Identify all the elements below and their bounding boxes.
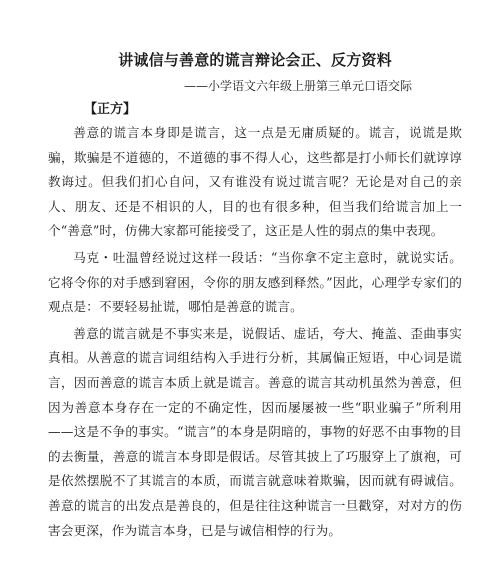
paragraph: 马克・吐温曾经说过这样一段话：“当你拿不定主意时，就说实话。它将令你的对手感到窘困，令你的朋友感到释然。”因此，心理学专家们的观点是：不要轻易扯谎，哪怕是善意的谎言。 <box>48 249 462 315</box>
paragraph: 善意的谎言就是不事实来是，说假话、虚话，夸大、掩盖、歪曲事实真相。从善意的谎言词组结构入手进行分析，其属偏正短语，中心词是谎言，因而善意的谎言本质上就是谎言。善意的谎言其动机虽然为善意，但因为善意本身存在一定的不确定性，因而屡屡被一些“职业骗子”所利用——这是不争的事实。“谎言”的本身是阴暗的，事物的好恶不由事物的目的去衡量，善意的谎言本身即是假话。尽管其披上了巧服穿上了旗袍，可是依然摆脱不了其谎言的本质，而谎言就意味着欺骗，因而就有碍诚信。善意的谎言的出发点是善良的，但是往往这种谎言一旦戳穿，对对方的伤害会更深，作为谎言本身，已是与诚信相悖的行为。 <box>48 325 462 538</box>
document-title: 讲诚信与善意的谎言辩论会正、反方资料 <box>118 51 392 69</box>
document-subtitle: ——小学语文六年级上册第三单元口语交际 <box>183 79 412 93</box>
paragraph: 善意的谎言本身即是谎言，这一点是无庸质疑的。谎言，说谎是欺骗，欺骗是不道德的，不道德的事不得人心，这些都是打小师长们就谆谆教诲过。但我们扪心自问，又有谁没有说过谎言呢？无论是对自己的亲人、朋友、还是不相识的人，目的也有很多种，但当我们给谎言加上一个“善意”时，仿佛大家都可能接受了，这正是人性的弱点的集中表现。 <box>48 125 462 239</box>
section-heading-affirmative: 【正方】 <box>84 102 137 117</box>
